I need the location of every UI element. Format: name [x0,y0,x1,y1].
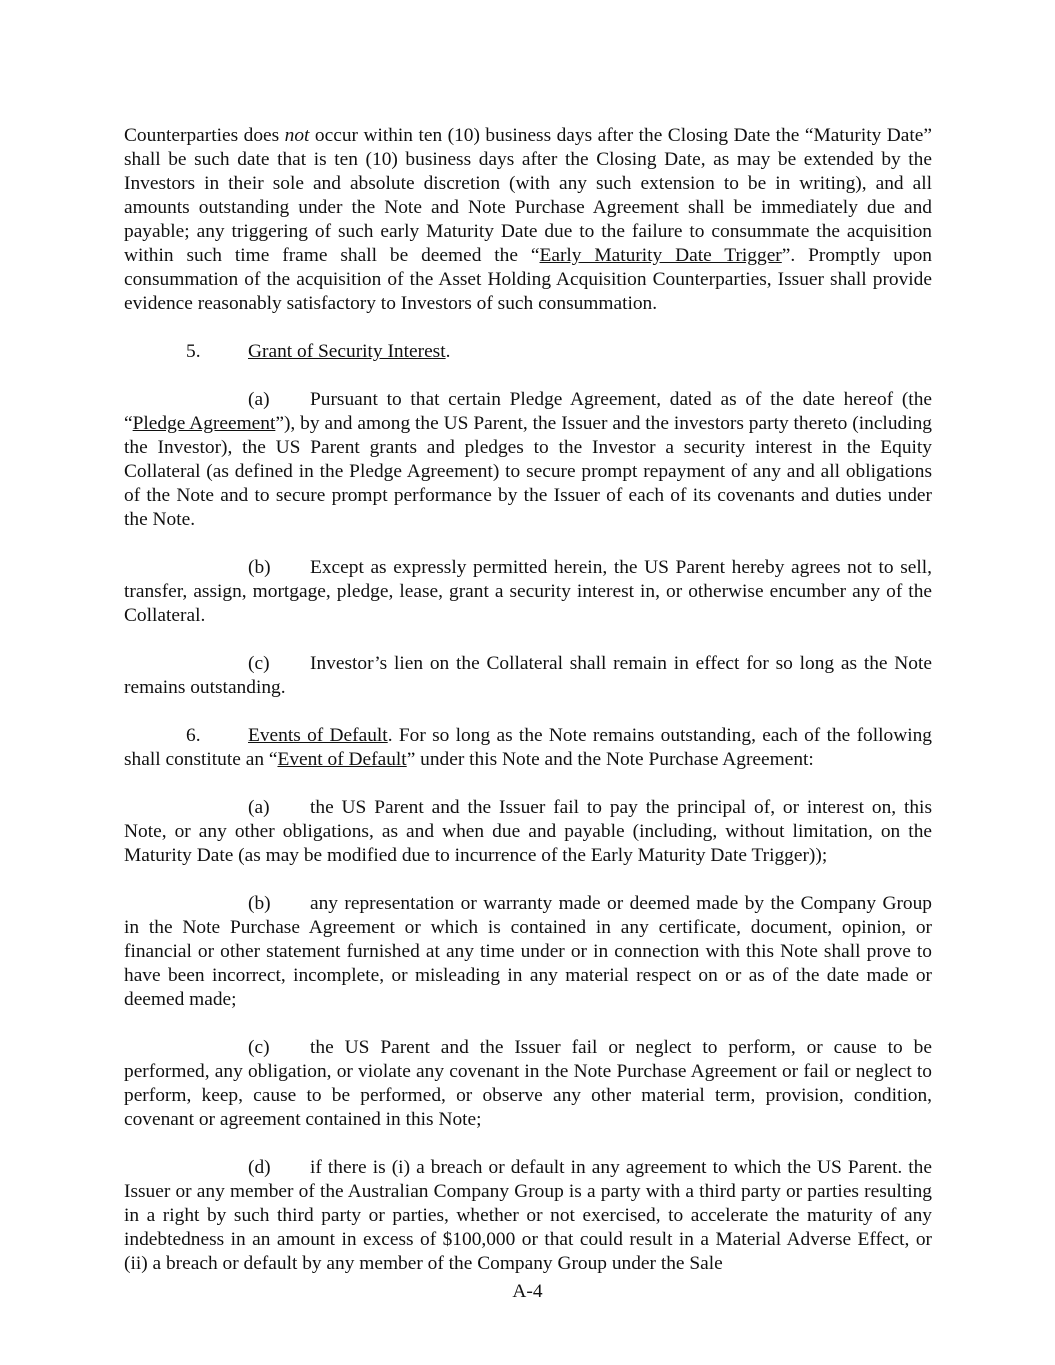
emphasis-not: not [284,125,310,146]
clause-label: (b) [248,557,271,578]
section-number: 5. [186,341,201,362]
section-6-d: (d) if there is (i) a breach or default in any agreement to which the US Parent. the Issuer or any member of the Australian Company Group is a party with a third party or parties resulting in a right by such third party or parties, whether or not exercised, to accelerate the maturity of any indebtedness in an amount in excess of $100,000 or that could result in a Material Adverse Effect, or (ii) a breach or default by any member of the Company Group under the Sale [124,1157,932,1274]
section-6-c: (c) the US Parent and the Issuer fail or neglect to perform, or cause to be performed, any obligation, or violate any covenant in the Note Purchase Agreement or fail or neglect to perform, keep, cause to be performed, or observe any other material term, provision, condition, covenant or agreement contained in this Note; [124,1037,932,1130]
section-5-heading: 5. Grant of Security Interest. [186,341,451,362]
section-6-a: (a) the US Parent and the Issuer fail to pay the principal of, or interest on, this Note, or any other obligations, as and when due and payable (including, without limitation, on the Maturity Date (as may be modified due to incurrence of the Early Maturity Date Trigger)); [124,797,932,866]
defined-term-event-of-default: Event of Default [277,749,407,770]
section-5-a: (a) Pursuant to that certain Pledge Agreement, dated as of the date hereof (the “Pledge Agreement”), by and among the US Parent, the Issuer and the investors party thereto (including the Investor), the US Parent grants and pledges to the Investor a security interest in the Equity Collateral (as defined in the Pledge Agreement) to secure prompt repayment of any and all obligations of the Note and to secure prompt performance by the Issuer of each of its covenants and duties under the Note. [124,389,932,530]
clause-label: (a) [248,389,270,410]
clause-label: (b) [248,893,271,914]
document-page [124,124,932,1300]
section-number: 6. [186,725,201,746]
page-number: A-4 [512,1281,543,1302]
section-5-c: (c) Investor’s lien on the Collateral shall remain in effect for so long as the Note remains outstanding. [124,653,932,698]
section-6-heading: 6. Events of Default. For so long as the Note remains outstanding, each of the following shall constitute an “Event of Default” under this Note and the Note Purchase Agreement: [124,725,932,770]
defined-term-pledge-agreement: Pledge Agreement [132,413,276,434]
intro-paragraph: Counterparties does not occur within ten (10) business days after the Closing Date the “Maturity Date” shall be such date that is ten (10) business days after the Closing Date, as may be extended by the Investors in their sole and absolute discretion (with any such extension to be in writing), and all amounts outstanding under the Note and Note Purchase Agreement shall be immediately due and payable; any triggering of such early Maturity Date due to the failure to consummate the acquisition within such time frame shall be deemed the “Early Maturity Date Trigger”. Promptly upon consummation of the acquisition of the Asset Holding Acquisition Counterparties, Issuer shall provide evidence reasonably satisfactory to Investors of such consummation. [124,125,932,314]
section-title: Grant of Security Interest [248,341,446,362]
clause-label: (c) [248,653,270,674]
clause-label: (c) [248,1037,270,1058]
clause-label: (d) [248,1157,271,1178]
section-5-b: (b) Except as expressly permitted herein, the US Parent hereby agrees not to sell, transfer, assign, mortgage, pledge, lease, grant a security interest in, or otherwise encumber any of the Collateral. [124,557,932,626]
clause-label: (a) [248,797,270,818]
defined-term-early-maturity: Early Maturity Date Trigger [539,245,782,266]
section-6-b: (b) any representation or warranty made or deemed made by the Company Group in the Note Purchase Agreement or which is contained in any certificate, document, opinion, or financial or other statement furnished at any time under or in connection with this Note shall prove to have been incorrect, incomplete, or misleading in any material respect on or as of the date made or deemed made; [124,893,932,1010]
section-title: Events of Default [248,725,388,746]
